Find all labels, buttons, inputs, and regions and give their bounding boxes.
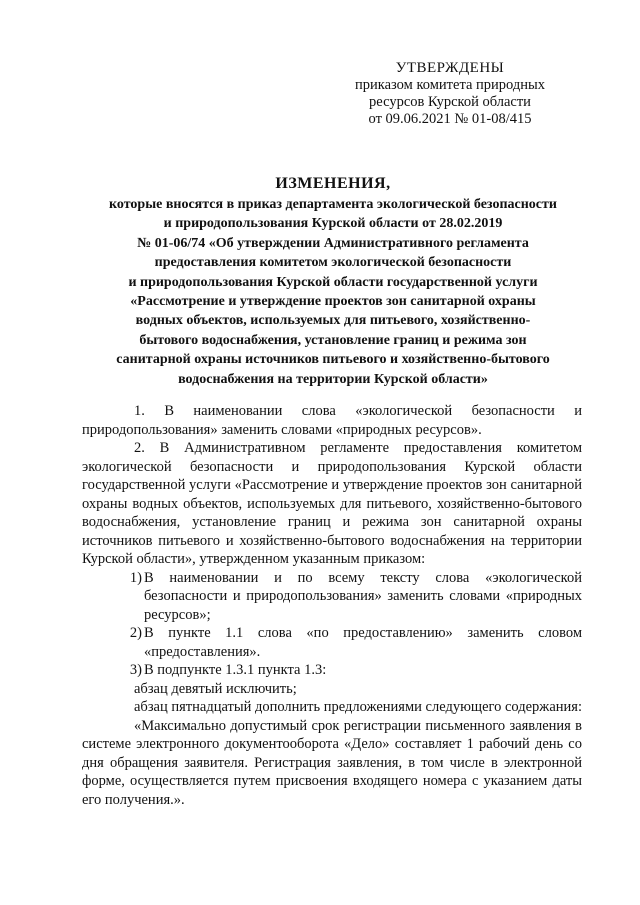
title-heading: ИЗМЕНЕНИЯ,	[275, 175, 391, 192]
approval-line: приказом комитета природных	[355, 77, 545, 93]
document-title	[78, 174, 588, 389]
quoted-paragraph: «Максимально допустимый срок регистрации письменного заявления в системе электронного документооборота «Дело» составляет 1 рабочий день со дня обращения заявителя. Регистрация заявления, в том числе в электронной форме, осуществляется путем присвоения входящего номера с указанием даты его получения.».	[82, 717, 582, 808]
paragraph-1: 1. В наименовании слова «экологической безопасности и природопользования» заменить словами «природных ресурсов».	[82, 403, 582, 438]
approval-date-number: от 09.06.2021 № 01-08/415	[368, 111, 532, 127]
subitem-number: 2)	[129, 625, 142, 641]
subitem-text: В подпункте 1.3.1 пункта 1.3:	[144, 662, 327, 678]
subitem-text: В наименовании и по всему тексту слова «экологической безопасности и природопользования» заменить словами «природных ресурсов»;	[144, 569, 582, 623]
approval-stamp	[330, 60, 570, 128]
subitem-3	[82, 661, 582, 680]
subitem-number: 3)	[129, 662, 142, 678]
subitem-1	[82, 569, 582, 625]
approval-line: ресурсов Курской области	[369, 94, 531, 110]
subitem-2	[82, 624, 582, 661]
title-subtitle: которые вносятся в приказ департамента экологической безопасности и природопользования Курской области от 28.02.2019 № 01-06/74 «Об утверждении Административного регламента предоставления комитетом экологической безопасности и природопользования Курской области государственной услуги «Рассмотрение и утверждение проектов зон санитарной охраны водных объектов, используемых для питьевого, хозяйственно- бытового водоснабжения, установление границ и режима зон санитарной охраны источников питьевого и хозяйственно-бытового водоснабжения на территории Курской области»	[109, 197, 557, 387]
document-body	[82, 402, 582, 809]
paragraph-abzac-9: абзац девятый исключить;	[134, 680, 297, 697]
paragraph-abzac-15: абзац пятнадцатый дополнить предложениями следующего содержания:	[134, 699, 582, 715]
paragraph-2: 2. В Административном регламенте предоставления комитетом экологической безопасности и природопользования Курской области государственной услуги «Рассмотрение и утверждение проектов зон санитарной охраны водных объектов, используемых для питьевого, хозяйственно-бытового водоснабжения, установление границ и режима зон санитарной охраны источников питьевого и хозяйственно-бытового водоснабжения на территории Курской области», утвержденном указанным приказом:	[82, 440, 582, 567]
subitem-text: В пункте 1.1 слова «по предоставлению» заменить словом «предоставления».	[144, 625, 582, 660]
subitem-number: 1)	[129, 569, 142, 586]
approval-heading: УТВЕРЖДЕНЫ	[395, 60, 505, 76]
